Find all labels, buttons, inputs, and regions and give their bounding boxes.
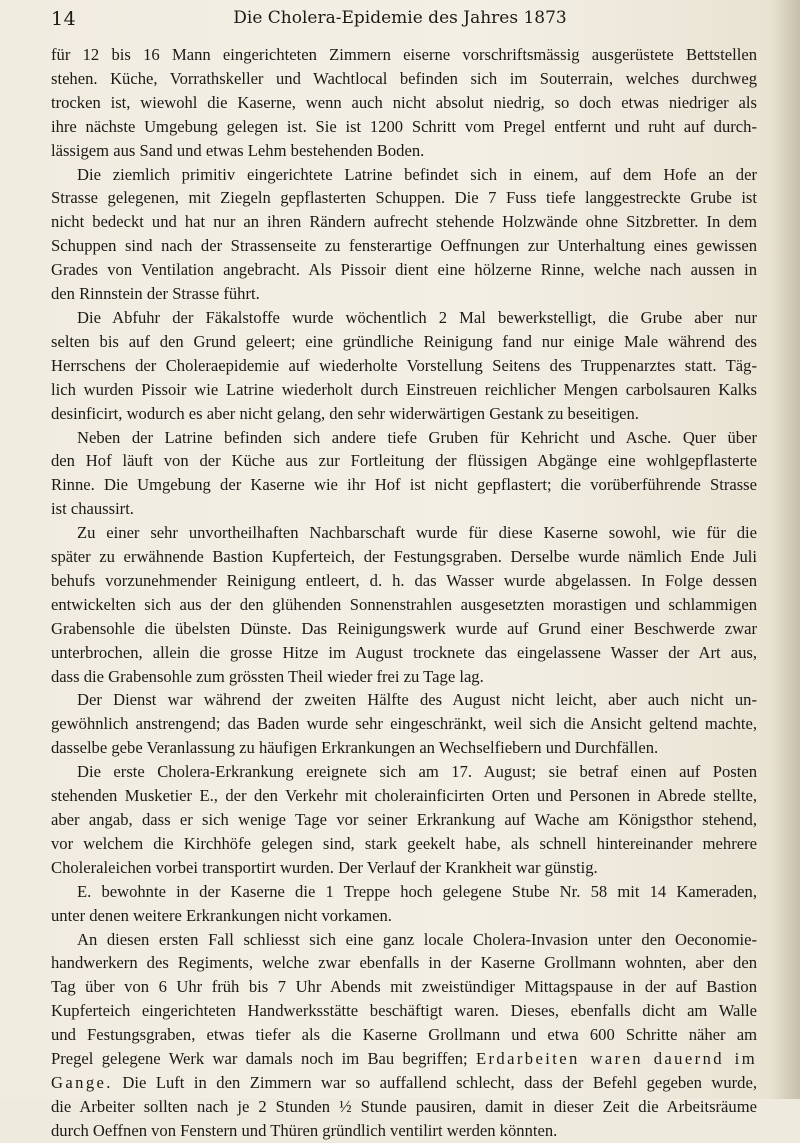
text-line xyxy=(51,784,757,808)
line-text: unterbrochen, allein die grosse Hitze im August trocknete das eingelassene Wasser der Art aus, xyxy=(51,642,757,662)
line-text: ist chaussirt. xyxy=(51,499,134,519)
text-line xyxy=(51,497,757,521)
line-text: selten bis auf den Grund geleert; eine gründliche Reinigung fand nur einige Male während des xyxy=(51,331,757,351)
line-text: behufs vorzunehmender Reinigung entleert, d. h. das Wasser wurde abgelassen. In Folge dessen xyxy=(51,570,757,590)
text-line xyxy=(51,1023,757,1047)
line-text: Herrschens der Choleraepidemie auf wiederholte Vorstellung Seitens des Truppenarztes statt. Täg- xyxy=(51,355,757,375)
text-line xyxy=(51,186,757,210)
text-line xyxy=(51,665,757,689)
text-line xyxy=(51,354,757,378)
line-text: unter denen weitere Erkrankungen nicht vorkamen. xyxy=(51,905,392,925)
line-text: Strasse gelegenen, mit Ziegeln gepflasterten Schuppen. Die 7 Fuss tiefe langgestreckte Grube ist xyxy=(51,188,757,208)
text-line xyxy=(51,91,757,115)
line-text: Tag über von 6 Uhr früh bis 7 Uhr Abends mit zweistündiger Mittagspause in der auf Bastion xyxy=(51,977,757,997)
line-text: entwickelten sich aus der den glühenden Sonnenstrahlen ausgesetzten morastigen und schlammigen xyxy=(51,594,757,614)
text-line xyxy=(51,282,757,306)
line-text: Der Dienst war während der zweiten Hälfte des August nicht leicht, aber auch nicht un- xyxy=(77,690,757,710)
text-line xyxy=(51,306,757,330)
running-title: Die Cholera-Epidemie des Jahres 1873 xyxy=(233,8,567,28)
line-text: An diesen ersten Fall schliesst sich eine ganz locale Cholera-Invasion unter den Oeconomie- xyxy=(77,929,757,949)
body-text xyxy=(51,43,757,1143)
text-line xyxy=(51,378,757,402)
text-line xyxy=(51,1119,757,1143)
line-text: E. bewohnte in der Kaserne die 1 Treppe hoch gelegene Stube Nr. 58 mit 14 Kameraden, xyxy=(77,881,757,901)
text-line xyxy=(51,426,757,450)
text-line xyxy=(51,975,757,999)
line-text: vor welchem die Kirchhöfe gelegen sind, stark geekelt habe, als schnell hintereinander mehrere xyxy=(51,833,757,853)
line-text: handwerkern des Regiments, welche zwar ebenfalls in der Kaserne Grollmann wohnten, aber den xyxy=(51,953,757,973)
text-line xyxy=(51,880,757,904)
text-line xyxy=(51,999,757,1023)
line-text: Neben der Latrine befinden sich andere tiefe Gruben für Kehricht und Asche. Quer über xyxy=(77,427,757,447)
text-line xyxy=(51,712,757,736)
text-line xyxy=(51,928,757,952)
text-line xyxy=(51,593,757,617)
line-text: Rinne. Die Umgebung der Kaserne wie ihr Hof ist nicht gepflastert; die vorüberführende Strasse xyxy=(51,475,757,495)
line-text: dasselbe gebe Veranlassung zu häufigen Erkrankungen an Wechselfiebern und Durchfällen. xyxy=(51,738,659,758)
text-line xyxy=(51,139,757,163)
text-line xyxy=(51,904,757,928)
line-text: gewöhnlich anstrengend; das Baden wurde sehr eingeschränkt, weil sich die Ansicht geltend machte, xyxy=(51,714,757,734)
text-line xyxy=(51,832,757,856)
text-line xyxy=(51,258,757,282)
line-text: Zu einer sehr unvortheilhaften Nachbarschaft wurde für diese Kaserne sowohl, wie für die xyxy=(77,523,757,543)
text-line xyxy=(51,1047,757,1071)
text-line xyxy=(51,951,757,975)
line-text: den Rinnstein der Strasse führt. xyxy=(51,284,260,304)
page-number: 14 xyxy=(51,8,77,30)
text-line xyxy=(51,545,757,569)
line-text: später zu erwähnende Bastion Kupferteich, der Festungsgraben. Derselbe wurde nämlich Ende Juli xyxy=(51,547,757,567)
line-text: desinficirt, wodurch es aber nicht gelang, den sehr widerwärtigen Gestank zu beseitigen. xyxy=(51,403,639,423)
line-text: Schuppen sind nach der Strassenseite zu fensterartige Oeffnungen zur Unterhaltung eines gewissen xyxy=(51,236,757,256)
text-line xyxy=(51,330,757,354)
line-text: durch Oeffnen von Fenstern und Thüren gründlich ventilirt werden könnten. xyxy=(51,1120,558,1140)
text-line xyxy=(51,67,757,91)
text-line xyxy=(51,402,757,426)
spaced-text: Erdarbeiten waren dauernd im xyxy=(475,1049,757,1069)
line-text: die Arbeiter sollten nach je 2 Stunden ½ Stunde pausiren, damit in dieser Zeit die Arbeitsräume xyxy=(51,1096,757,1116)
line-text: Kupferteich eingerichteten Handwerksstätte beschäftigt waren. Dieses, ebenfalls dicht am Walle xyxy=(51,1001,757,1021)
text-line xyxy=(51,617,757,641)
line-text: Grabensohle die übelsten Dünste. Das Reinigungswerk wurde auf Grund einer Beschwerde zwar xyxy=(51,618,757,638)
text-line xyxy=(51,449,757,473)
text-line xyxy=(51,210,757,234)
line-text: Die erste Cholera-Erkrankung ereignete sich am 17. August; sie betraf einen auf Posten xyxy=(77,762,757,782)
text-line xyxy=(51,43,757,67)
line-text: nicht bedeckt und hat nur an ihren Rändern aufrecht stehende Holzwände ohne Sitzbretter. In dem xyxy=(51,212,757,232)
line-text: stehenden Musketier E., der den Verkehr mit cholerainficirten Orten und Personen in Abrede stellte, xyxy=(51,786,757,806)
text-line xyxy=(51,234,757,258)
text-line xyxy=(51,473,757,497)
line-text: Die Abfuhr der Fäkalstoffe wurde wöchentlich 2 Mal bewerkstelligt, die Grube aber nur xyxy=(77,307,757,327)
line-text: und Festungsgraben, etwas tiefer als die Kaserne Grollmann und etwa 600 Schritte näher am xyxy=(51,1025,757,1045)
text-line xyxy=(51,115,757,139)
line-text: lässigem aus Sand und etwas Lehm bestehenden Boden. xyxy=(51,140,425,160)
line-text: ihre nächste Umgebung gelegen ist. Sie ist 1200 Schritt vom Pregel entfernt und ruht auf durch- xyxy=(51,116,757,136)
text-line xyxy=(51,569,757,593)
spaced-text: Gange. xyxy=(51,1072,113,1092)
line-text: trocken ist, wiewohl die Kaserne, wenn auch nicht absolut niedrig, so doch etwas niedriger als xyxy=(51,92,757,112)
text-line xyxy=(51,1095,757,1119)
text-line xyxy=(51,688,757,712)
page-header xyxy=(0,0,800,40)
text-line xyxy=(51,163,757,187)
text-line xyxy=(51,808,757,832)
text-line xyxy=(51,641,757,665)
line-text: Die Luft in den Zimmern war so auffallend schlecht, dass der Befehl gegeben wurde, xyxy=(122,1072,757,1092)
line-text: Die ziemlich primitiv eingerichtete Latrine befindet sich in einem, auf dem Hofe an der xyxy=(77,164,757,184)
text-line xyxy=(51,856,757,880)
line-text: für 12 bis 16 Mann eingerichteten Zimmern eiserne vorschriftsmässig ausgerüstete Bettstellen xyxy=(51,45,757,64)
text-line xyxy=(51,736,757,760)
line-text: lich wurden Pissoir wie Latrine wiederholt durch Einstreuen reichlicher Mengen carbolsauren Kalks xyxy=(51,379,757,399)
text-line xyxy=(51,521,757,545)
line-text: dass die Grabensohle zum grössten Theil wieder frei zu Tage lag. xyxy=(51,666,484,686)
page-edge-shadow xyxy=(774,0,800,1099)
line-text: Choleraleichen vorbei transportirt wurden. Der Verlauf der Krankheit war günstig. xyxy=(51,857,598,877)
line-text: Grades von Ventilation angebracht. Als Pissoir dient eine hölzerne Rinne, welche nach aussen in xyxy=(51,260,757,280)
text-line xyxy=(51,1071,757,1095)
line-text: Pregel gelegene Werk war damals noch im Bau begriffen; xyxy=(51,1049,468,1069)
text-line xyxy=(51,760,757,784)
line-text: stehen. Küche, Vorrathskeller und Wachtlocal befinden sich im Souterrain, welches durchweg xyxy=(51,68,757,88)
line-text: aber angab, dass er sich wenige Tage vor seiner Erkrankung auf Wache am Königsthor stehend, xyxy=(51,810,757,829)
line-text: den Hof läuft von der Küche aus zur Fortleitung der flüssigen Abgänge eine wohlgepflasterte xyxy=(51,451,757,471)
